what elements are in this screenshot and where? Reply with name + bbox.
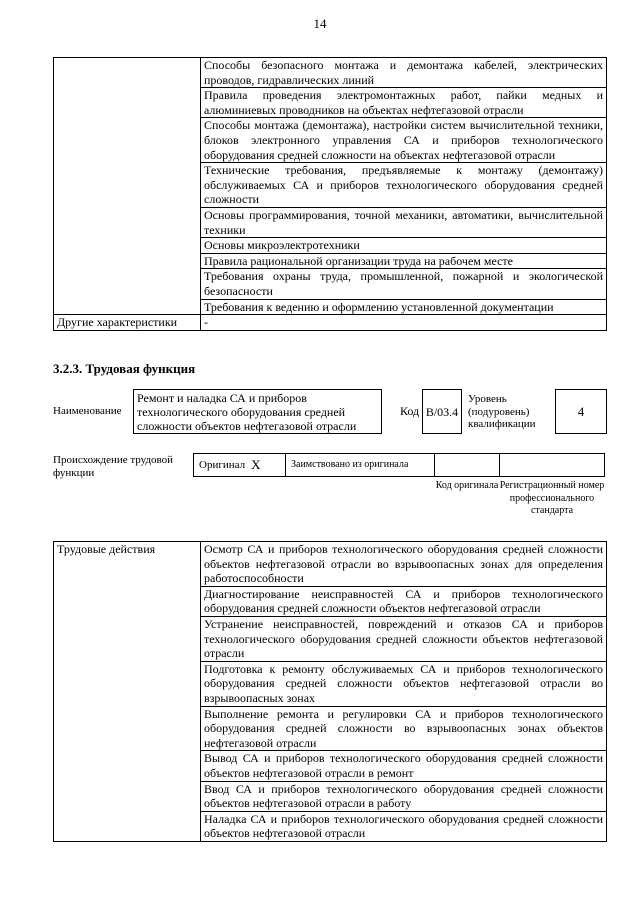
labor-actions-table [53,541,607,842]
code-original-box [434,453,500,477]
other-characteristics-label: Другие характеристики [54,315,201,331]
table-cell: Вывод СА и приборов технологического оборудования средней сложности объектов нефтегазовой отрасли в ремонт [201,751,607,781]
other-characteristics-value: - [201,315,607,331]
section-heading: 3.2.3. Трудовая функция [53,361,196,376]
table-cell: Выполнение ремонта и регулировки СА и приборов технологического оборудования средней сложности во взрывоопасных зонах объектов нефтегазовой отрасли [201,706,607,751]
table-cell: Осмотр СА и приборов технологического оборудования средней сложности объектов нефтегазовой отрасли во взрывоопасных зонах для определения работоспособности [201,542,607,587]
table-row [54,58,607,88]
table-cell: Наладка СА и приборов технологического оборудования средней сложности объектов нефтегазовой отрасли [201,811,607,841]
table-cell: Способы безопасного монтажа и демонтажа кабелей, электрических проводов, гидравлических линий [201,58,607,88]
reg-number-box [499,453,605,477]
origin-label: Происхождение трудовой функции [53,454,174,479]
borrowed-box: Заимствовано из оригинала [285,453,435,477]
table-cell-empty [54,58,201,315]
code-original-caption: Код оригинала [435,480,499,491]
name-label: Наименование [53,405,122,417]
original-mark: X [251,457,261,472]
knowledge-table [53,57,607,331]
table-cell: Правила рациональной организации труда на рабочем месте [201,253,607,269]
table-cell: Подготовка к ремонту обслуживаемых СА и приборов технологического оборудования средней сложности объектов нефтегазовой отрасли во взрывоопасных зонах [201,661,607,706]
reg-number-caption: Регистрационный номер профессионального стандарта [499,480,605,516]
labor-actions-label: Трудовые действия [54,542,201,842]
function-name-box: Ремонт и наладка СА и приборов технологического оборудования средней сложности объектов нефтегазовой отрасли [133,389,382,434]
table-cell: Способы монтажа (демонтажа), настройки систем вычислительной техники, блоков электронного управления СА и приборов технологического оборудования средней сложности на объектах нефтегазовой отрасли [201,118,607,163]
table-cell: Правила проведения электромонтажных работ, пайки медных и алюминиевых проводников на объектах нефтегазовой отрасли [201,88,607,118]
page-number: 14 [313,16,327,31]
table-cell: Основы микроэлектротехники [201,238,607,254]
table-cell: Требования к ведению и оформлению установленной документации [201,299,607,315]
table-cell: Диагностирование неисправностей СА и приборов технологического оборудования средней сложности объектов нефтегазовой отрасли [201,586,607,616]
level-value-box: 4 [555,389,607,434]
table-cell: Технические требования, предъявляемые к монтажу (демонтажу) обслуживаемых СА и приборов технологического оборудования средней сложности [201,163,607,208]
table-cell: Устранение неисправностей, повреждений и отказов СА и приборов технологического оборудования средней сложности объектов нефтегазовой отрасли [201,616,607,661]
table-cell: Ввод СА и приборов технологического оборудования средней сложности объектов нефтегазовой отрасли в работу [201,781,607,811]
table-cell: Требования охраны труда, промышленной, пожарной и экологической безопасности [201,269,607,299]
table-row [54,542,607,587]
level-label: Уровень (подуровень) квалификации [468,393,536,430]
original-label: Оригинал [199,459,246,471]
table-row [54,315,607,331]
code-value-box: B/03.4 [422,389,462,434]
code-label: Код [400,404,420,418]
table-cell: Основы программирования, точной механики, автоматики, вычислительной техники [201,207,607,237]
original-box [193,453,286,477]
